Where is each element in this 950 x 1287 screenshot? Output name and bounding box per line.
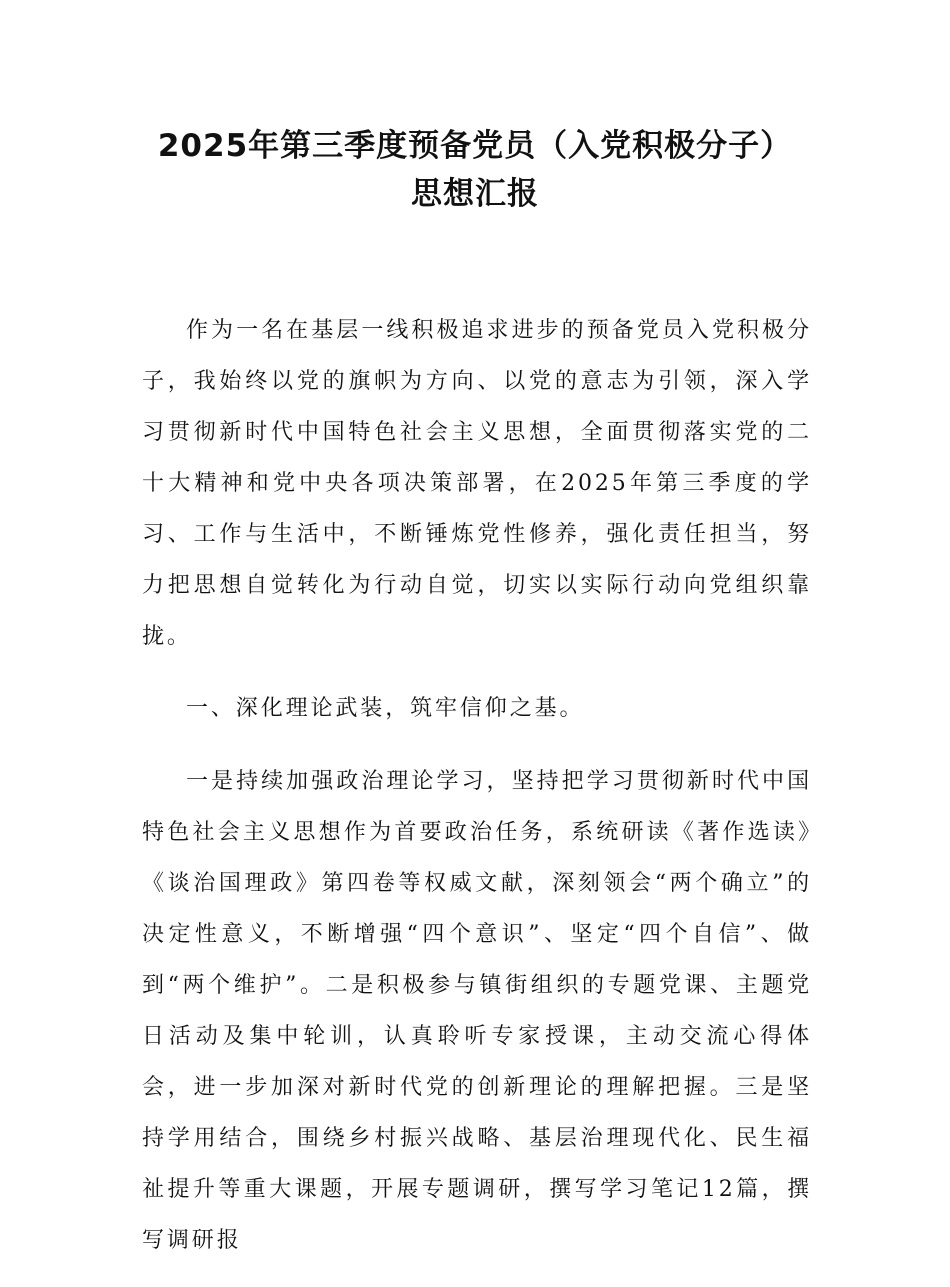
document-title-line-2: 思想汇报 [411, 176, 539, 212]
intro-paragraph: 作为一名在基层一线积极追求进步的预备党员入党积极分子，我始终以党的旗帜为方向、以党的意志为引领，深入学习贯彻新时代中国特色社会主义思想，全面贯彻落实党的二十大精神和党中央各项决策部署，在2025年第三季度的学习、工作与生活中，不断锤炼党性修养，强化责任担当，努力把思想自觉转化为行动自觉，切实以实际行动向党组织靠拢。 [142, 318, 812, 649]
document-body [142, 305, 812, 1287]
section-1-paragraph: 一是持续加强政治理论学习，坚持把学习贯彻新时代中国特色社会主义思想作为首要政治任务，系统研读《著作选读》《谈治国理政》第四卷等权威文献，深刻领会“两个确立”的决定性意义，不断增强“四个意识”、坚定“四个自信”、做到“两个维护”。二是积极参与镇街组织的专题党课、主题党日活动及集中轮训，认真聆听专家授课，主动交流心得体会，进一步加深对新时代党的创新理论的理解把握。三是坚持学用结合，围绕乡村振兴战略、基层治理现代化、民生福祉提升等重大课题，开展专题调研，撰写学习笔记12篇，撰写调研报 [142, 769, 812, 1253]
document-title-line-1: 2025年第三季度预备党员（入党积极分子） [157, 128, 793, 164]
section-1-heading: 一、深化理论武装，筑牢信仰之基。 [186, 696, 585, 721]
